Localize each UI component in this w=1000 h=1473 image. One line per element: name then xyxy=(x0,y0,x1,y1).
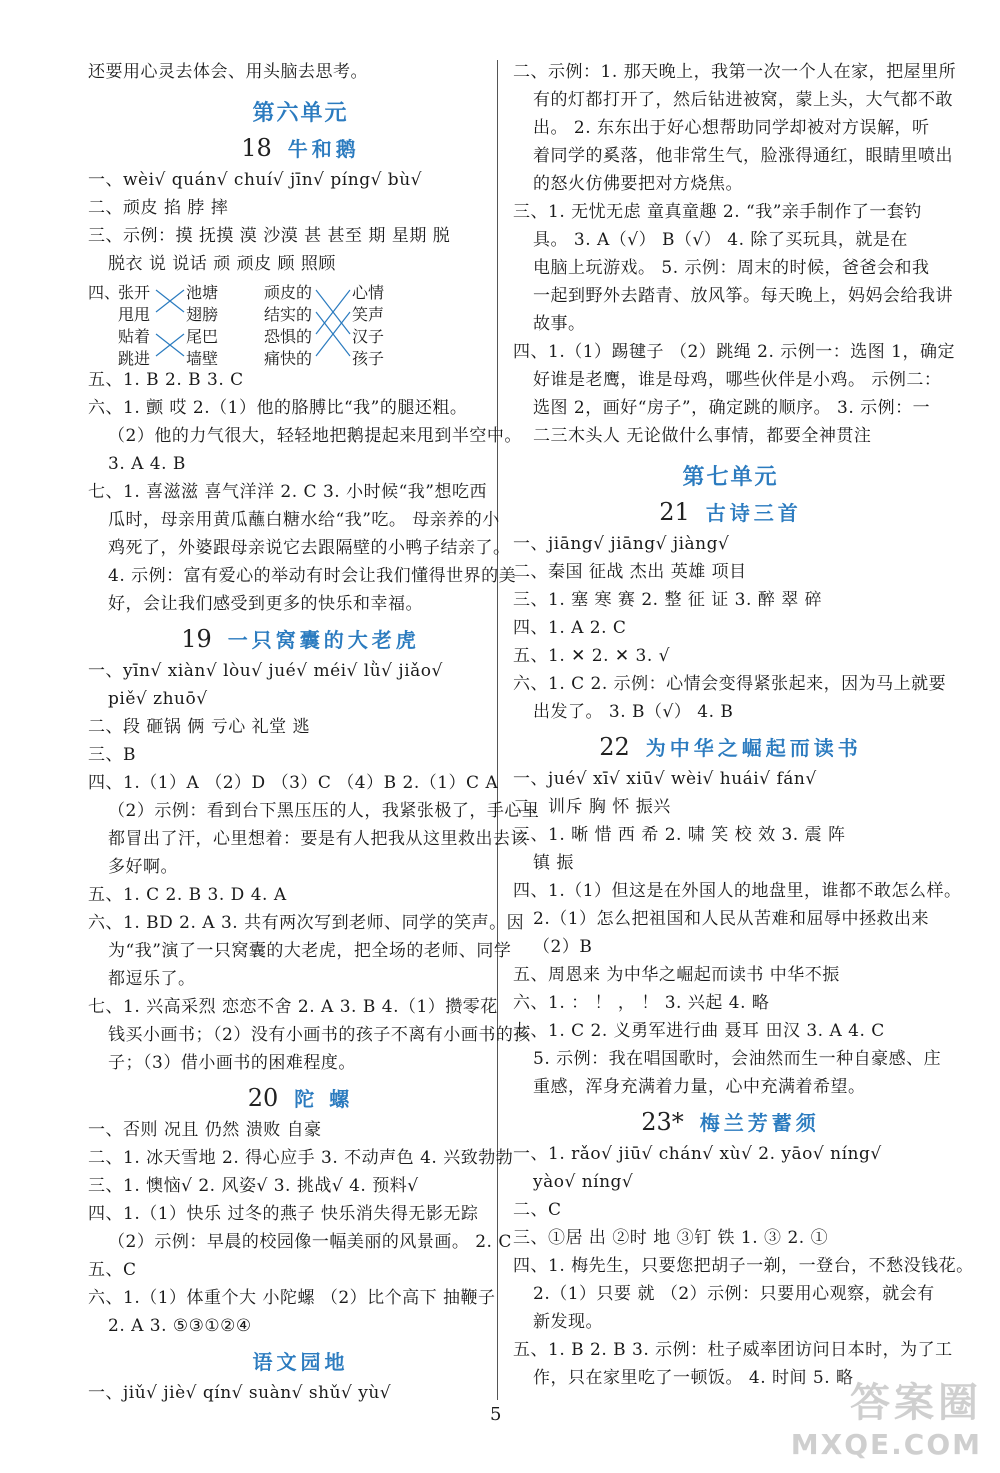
text-line: 一、jué√ xī√ xiū√ wèi√ huái√ fán√ xyxy=(513,769,817,789)
match-item: 跳进 xyxy=(118,349,151,368)
text-line: 一、1. rǎo√ jiū√ chán√ xù√ 2. yāo√ níng√ xyxy=(513,1144,882,1164)
lesson-heading xyxy=(513,1107,948,1136)
lesson-heading xyxy=(513,732,948,761)
text-line: 三、示例：摸 抚摸 漠 沙漠 甚 甚至 期 星期 脱 xyxy=(88,226,451,246)
text-line: 五、1. B 2. B 3. C xyxy=(88,370,244,390)
text-line: （2）示例：看到台下黑压压的人，我紧张极了，手心里 xyxy=(108,801,540,821)
text-line: 5. 示例：我在唱国歌时，会油然而生一种自豪感、庄 xyxy=(533,1049,942,1069)
text-line: 四、1.（1）但这是在外国人的地盘里，谁都不敢怎么样。 xyxy=(513,881,962,901)
text-line: 出发了。 3. B（√） 4. B xyxy=(533,702,734,722)
answer-block xyxy=(513,530,948,726)
section-heading xyxy=(88,1346,513,1375)
lesson-heading xyxy=(88,1083,513,1112)
match-item: 恐惧的 xyxy=(264,327,313,346)
text-line: 三、1. 晰 惜 西 希 2. 啸 笑 校 效 3. 震 阵 xyxy=(513,825,846,845)
lesson-number: 19 xyxy=(181,625,212,653)
text-line: 电脑上玩游戏。 5. 示例：周末的时候，爸爸会和我 xyxy=(533,258,930,278)
text-line: 七、1. 喜滋滋 喜气洋洋 2. C 3. 小时候“我”想吃西 xyxy=(88,482,487,502)
text-line: 七、1. 兴高采烈 恋恋不舍 2. A 3. B 4.（1）攒零花 xyxy=(88,997,498,1017)
text-line: 六、1. C 2. 示例：心情会变得紧张起来，因为马上就要 xyxy=(513,674,947,694)
unit-heading: 第六单元 xyxy=(252,101,349,126)
text-line: （2）B xyxy=(533,937,593,957)
text-line: 一、jiǔ√ jiè√ qín√ suàn√ shǔ√ yù√ xyxy=(88,1383,392,1403)
text-line: 都逗乐了。 xyxy=(108,969,196,989)
match-item: 池塘 xyxy=(186,283,219,302)
text-line: 三、①居 出 ②时 地 ③钉 铁 1. ③ 2. ① xyxy=(513,1228,829,1248)
match-item: 墙壁 xyxy=(186,349,219,368)
text-line: 好谁是老鹰，谁是母鸡，哪些伙伴是小鸡。 示例二： xyxy=(533,370,942,390)
text-line: （2）示例：早晨的校园像一幅美丽的风景画。 2. C xyxy=(108,1232,512,1252)
lesson-title: 一只窝囊的大老虎 xyxy=(227,628,420,652)
text-line: 四、1.（1）快乐 过冬的燕子 快乐消失得无影无踪 xyxy=(88,1204,479,1224)
right-column xyxy=(513,58,974,1392)
text-line: 二、1. 冰天雪地 2. 得心应手 3. 不动声色 4. 兴致勃勃 xyxy=(88,1148,514,1168)
text-line: 选图 2，画好“房子”，确定跳的顺序。 3. 示例：一 xyxy=(533,398,931,418)
unit-heading: 第七单元 xyxy=(682,465,779,490)
answer-block xyxy=(88,1116,513,1340)
answer-block xyxy=(513,765,962,1101)
text-line: 六、1. BD 2. A 3. 共有两次写到老师、同学的笑声。因 xyxy=(88,913,525,933)
text-line: 四、1. 梅先生，只要您把胡子一剃，一登台，不愁没钱花。 xyxy=(513,1256,974,1276)
text-line: 一、yīn√ xiàn√ lòu√ jué√ méi√ lǜ√ jiǎo√ xyxy=(88,661,443,681)
text-line: （2）他的力气很大，轻轻地把鹅提起来甩到半空中。 xyxy=(108,426,522,446)
text-line: 出。 2. 东东出于好心想帮助同学却被对方误解，听 xyxy=(533,118,930,138)
match-item: 结实的 xyxy=(264,305,313,324)
match-item: 心情 xyxy=(352,283,385,302)
answer-block xyxy=(88,166,513,278)
lesson-number: 18 xyxy=(241,134,272,162)
answer-block xyxy=(88,657,540,1077)
text-line: 新发现。 xyxy=(533,1312,603,1332)
text-line: yào√ níng√ xyxy=(533,1172,634,1192)
text-line: 四、1. A 2. C xyxy=(513,618,627,638)
text-line: 一起到野外去踏青、放风筝。每天晚上，妈妈会给我讲 xyxy=(533,286,953,306)
match-item: 张开 xyxy=(118,283,151,302)
lesson-heading xyxy=(513,497,948,526)
text-line: 重感，浑身充满着力量，心中充满着希望。 xyxy=(533,1077,866,1097)
text-line: 鸡死了，外婆跟母亲说它去跟隔壁的小鸭子结亲了。 xyxy=(108,538,511,558)
text-line: 五、C xyxy=(88,1260,137,1280)
lesson-number: 23* xyxy=(641,1108,684,1136)
text-line: 一、jiāng√ jiāng√ jiàng√ xyxy=(513,534,730,554)
text-line: 五、1. C 2. B 3. D 4. A xyxy=(88,885,287,905)
text-line: 2.（1）怎么把祖国和人民从苦难和屈辱中拯救出来 xyxy=(533,909,930,929)
text-line: 着同学的奚落，他非常生气，脸涨得通红，眼睛里喷出 xyxy=(533,146,953,166)
text-line: 脱衣 说 说话 顽 顽皮 顾 照顾 xyxy=(108,254,336,274)
text-line: 六、1. 颤 哎 2.（1）他的胳膊比“我”的腿还粗。 xyxy=(88,398,468,418)
match-item: 汉子 xyxy=(352,327,385,346)
text-line: 二、秦国 征战 杰出 英雄 项目 xyxy=(513,562,747,582)
text-line: piě√ zhuō√ xyxy=(108,689,208,709)
text-line: 故事。 xyxy=(533,314,586,334)
answer-block xyxy=(513,1140,974,1392)
matching-diagram xyxy=(88,278,513,366)
text-line: 子；（3）借小画书的困难程度。 xyxy=(108,1053,356,1073)
text-line: 还要用心灵去体会、用头脑去思考。 xyxy=(88,62,368,82)
text-line: 都冒出了汗，心里想着：要是有人把我从这里救出去该 xyxy=(108,829,528,849)
text-line: 四、1.（1）A （2）D （3）C （4）B 2.（1）C A xyxy=(88,773,499,793)
lesson-heading xyxy=(88,133,513,162)
lesson-title: 陀 螺 xyxy=(294,1087,354,1111)
match-item: 顽皮的 xyxy=(264,283,313,302)
match-item: 翅膀 xyxy=(186,305,219,324)
text-line: 五、周恩来 为中华之崛起而读书 中华不振 xyxy=(513,965,840,985)
text-line: 二、C xyxy=(513,1200,562,1220)
text-line: 多好啊。 xyxy=(108,857,178,877)
lesson-number: 21 xyxy=(659,498,690,526)
answer-block xyxy=(88,366,522,618)
text-line: 二、训斥 胸 怀 振兴 xyxy=(513,797,671,817)
text-line: 2.（1）只要 就 （2）示例：只要用心观察，就会有 xyxy=(533,1284,935,1304)
watermark-text: 答案圈 xyxy=(850,1380,982,1426)
text-line: 钱买小画书；（2）没有小画书的孩子不离有小画书的孩 xyxy=(108,1025,531,1045)
text-line: 3. A 4. B xyxy=(108,454,186,474)
match-item: 尾巴 xyxy=(186,327,219,346)
text-line: 有的灯都打开了，然后钻进被窝，蒙上头，大气都不敢 xyxy=(533,90,953,110)
text-line: 三、1. 无忧无虑 童真童趣 2. “我”亲手制作了一套钓 xyxy=(513,202,922,222)
text-line: 三、1. 懊恼√ 2. 风姿√ 3. 挑战√ 4. 预料√ xyxy=(88,1176,419,1196)
text-line: 三、1. 塞 寒 赛 2. 整 征 证 3. 醉 翠 碎 xyxy=(513,590,823,610)
text-line: 的怒火仿佛要把对方烧焦。 xyxy=(533,174,743,194)
lesson-heading xyxy=(88,624,513,653)
text-line: 五、1. ✕ 2. ✕ 3. √ xyxy=(513,646,670,666)
text-line: 四、1.（1）踢毽子 （2）跳绳 2. 示例一：选图 1，确定 xyxy=(513,342,956,362)
answer-block xyxy=(513,58,957,450)
text-line: 瓜时，母亲用黄瓜蘸白糖水给“我”吃。 母亲养的小 xyxy=(108,510,500,530)
text-line: 七、1. C 2. 义勇军进行曲 聂耳 田汉 3. A 4. C xyxy=(513,1021,885,1041)
watermark-logo xyxy=(791,1371,982,1461)
text-line: 4. 示例：富有爱心的举动有时会让我们懂得世界的美 xyxy=(108,566,517,586)
text-line: 2. A 3. ⑤③①②④ xyxy=(108,1316,252,1336)
text-line: 三、B xyxy=(88,745,136,765)
lesson-title: 古诗三首 xyxy=(705,501,802,525)
text-line: 六、1. ： ！ ， ！ 3. 兴起 4. 略 xyxy=(513,993,770,1013)
watermark-url: MXQE.COM xyxy=(790,1428,982,1461)
match-prefix: 四、 xyxy=(88,283,121,302)
text-line: 作，只在家里吃了一顿饭。 4. 时间 5. 略 xyxy=(533,1368,854,1388)
lesson-number: 22 xyxy=(599,733,630,761)
text-line: 为“我”演了一只窝囊的大老虎，把全场的老师、同学 xyxy=(108,941,512,961)
text-line: 具。 3. A（√） B（√） 4. 除了买玩具，就是在 xyxy=(533,230,908,250)
match-item: 甩甩 xyxy=(118,305,151,324)
text-line: 二、顽皮 掐 脖 摔 xyxy=(88,198,229,218)
text-line: 二、段 砸锅 俩 亏心 礼堂 逃 xyxy=(88,717,311,737)
match-item: 贴着 xyxy=(118,327,151,346)
lesson-number: 20 xyxy=(247,1084,279,1112)
match-item: 痛快的 xyxy=(264,349,313,368)
match-item: 孩子 xyxy=(352,349,385,368)
text-line: 二三木头人 无论做什么事情，都要全神贯注 xyxy=(533,426,872,446)
text-line: 一、wèi√ quán√ chuí√ jīn√ píng√ bù√ xyxy=(88,170,422,190)
match-item: 笑声 xyxy=(352,305,385,324)
lesson-title: 为中华之崛起而读书 xyxy=(645,736,862,760)
text-line: 六、1.（1）体重个大 小陀螺 （2）比个高下 抽鞭子 xyxy=(88,1288,496,1308)
text-line: 镇 振 xyxy=(533,853,574,873)
text-line: 五、1. B 2. B 3. 示例：杜子威率团访问日本时，为了工 xyxy=(513,1340,953,1360)
lesson-title: 牛和鹅 xyxy=(287,137,360,161)
text-line: 一、否则 况且 仍然 溃败 自豪 xyxy=(88,1120,322,1140)
section-title: 语文园地 xyxy=(252,1350,349,1374)
page-number: 5 xyxy=(490,1404,502,1425)
text-line: 二、示例：1. 那天晚上，我第一次一个人在家，把屋里所 xyxy=(513,62,957,82)
text-line: 好，会让我们感受到更多的快乐和幸福。 xyxy=(108,594,423,614)
answer-block xyxy=(88,1379,513,1407)
lesson-title: 梅兰芳蓄须 xyxy=(699,1111,820,1135)
